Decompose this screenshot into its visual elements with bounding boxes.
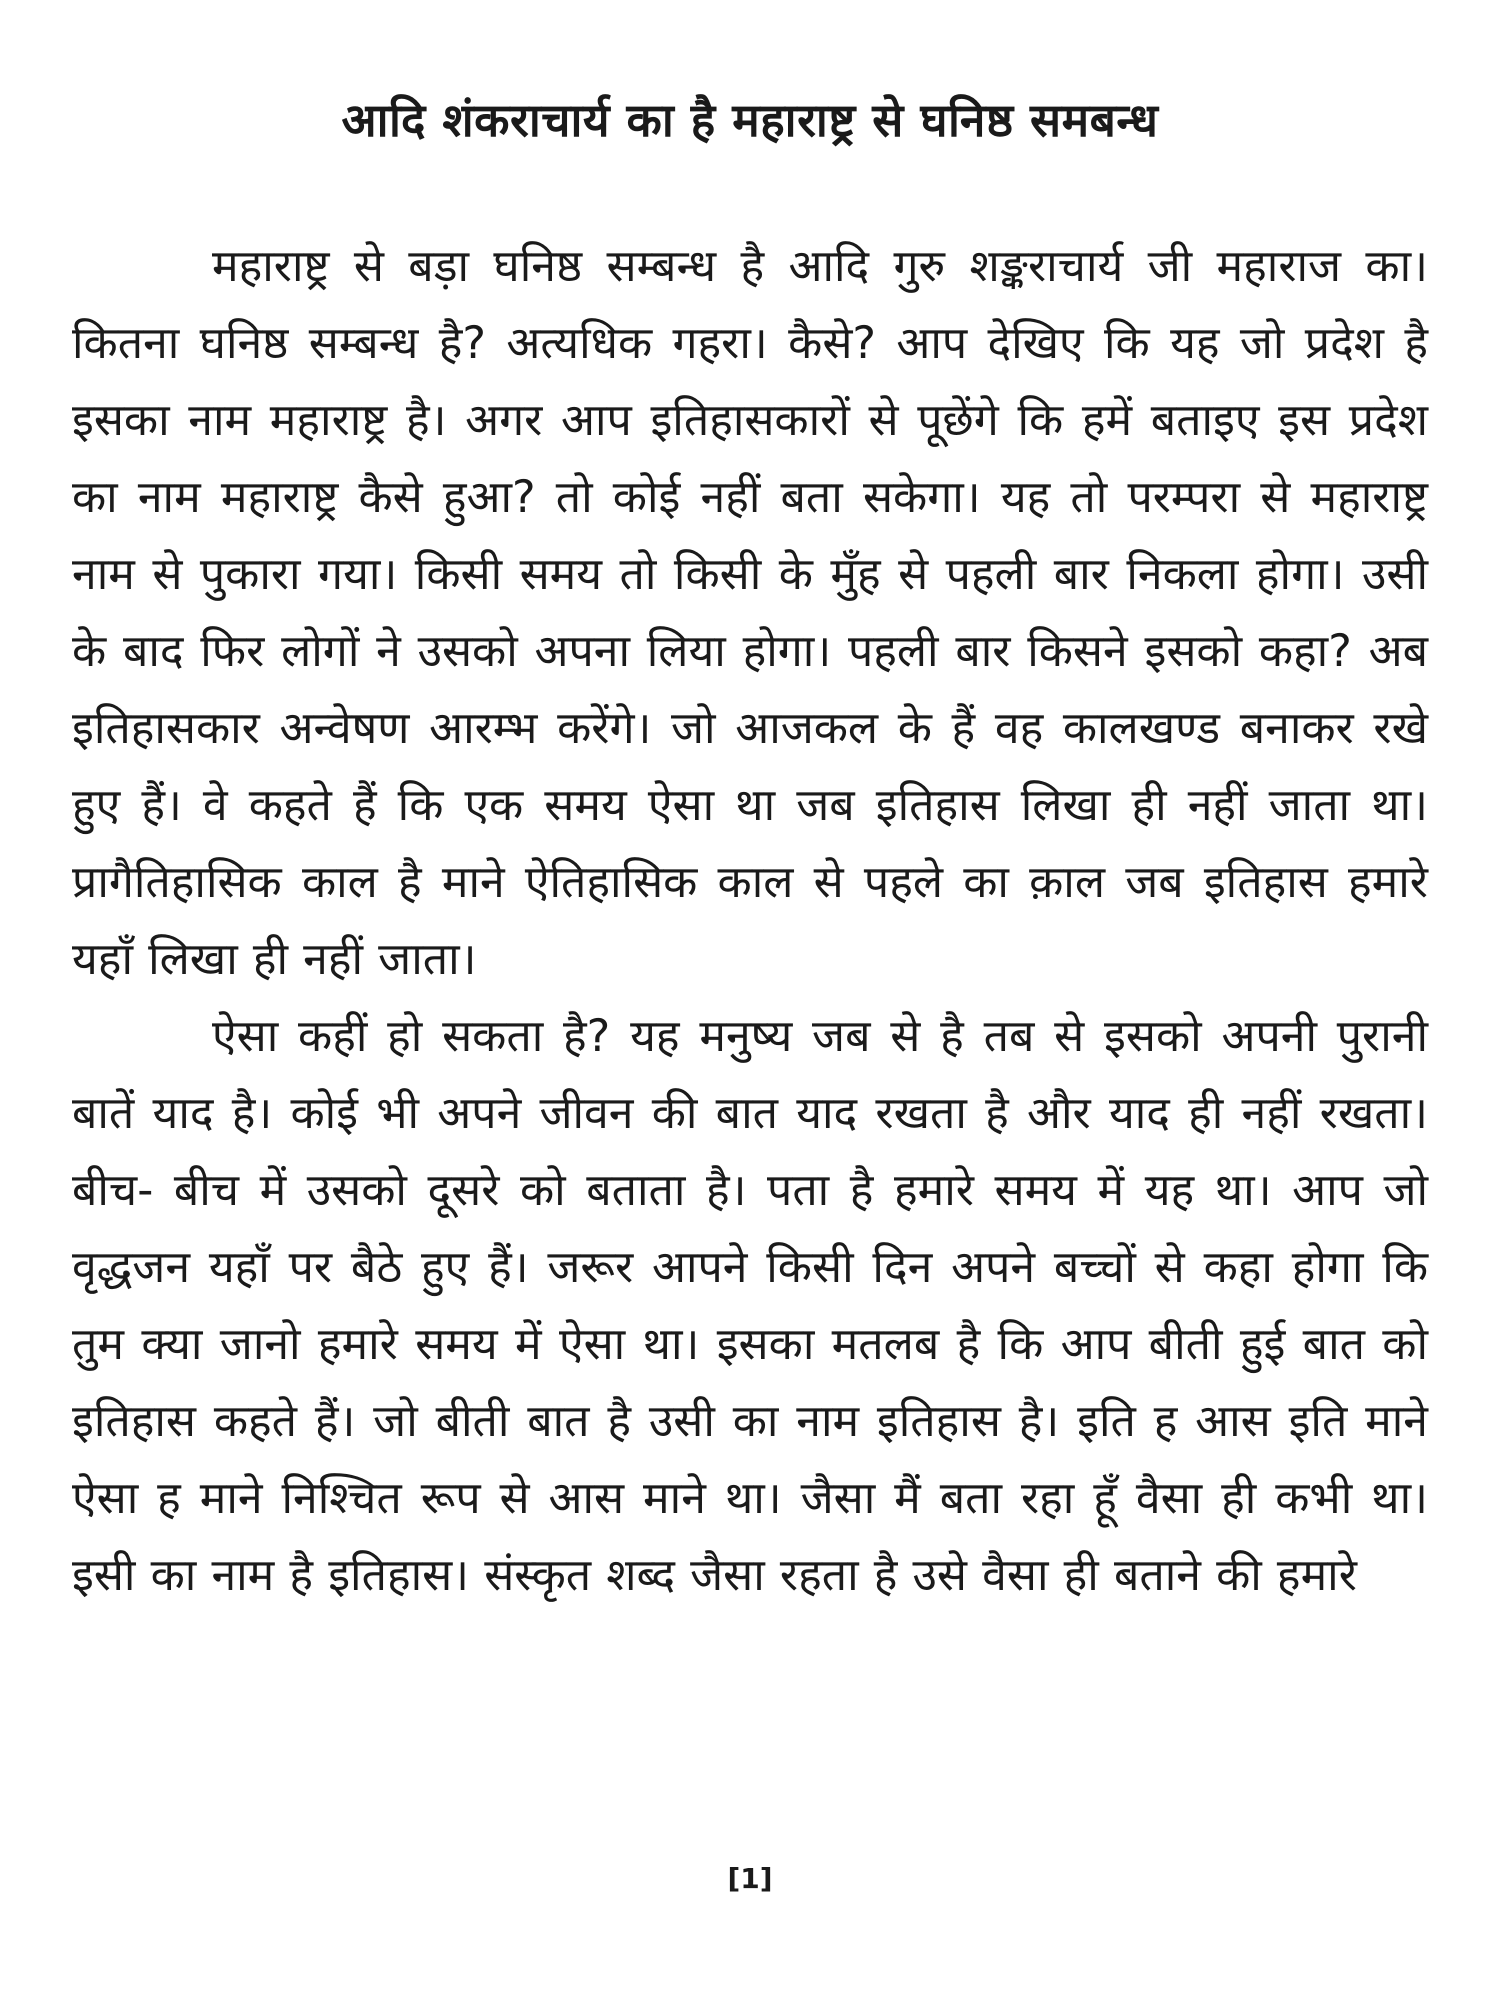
paragraph-1: महाराष्ट्र से बड़ा घनिष्ठ सम्बन्ध है आदि गुरु शङ्कराचार्य जी महाराज का। कितना घनिष्ठ सम्बन्ध है? अत्यधिक गहरा। कैसे? आप देखिए कि यह जो प्रदेश है इसका नाम महाराष्ट्र है। अगर आप इतिहासकारों से पूछेंगे कि हमें बताइए इस प्रदेश का नाम महाराष्ट्र कैसे हुआ? तो कोई नहीं बता सकेगा। यह तो परम्परा से महाराष्ट्र नाम से पुकारा गया। किसी समय तो किसी के मुँह से पहली बार निकला होगा। उसी के बाद फिर लोगों ने उसको अपना लिया होगा। पहली बार किसने इसको कहा? अब इतिहासकार अन्वेषण आरम्भ करेंगे। जो आजकल के हैं वह कालखण्ड बनाकर रखे हुए हैं। वे कहते हैं कि एक समय ऐसा था जब इतिहास लिखा ही नहीं जाता था। प्रागैतिहासिक काल है माने ऐतिहासिक काल से पहले का क़ाल जब इतिहास हमारे यहाँ लिखा ही नहीं जाता।: [72, 241, 1428, 985]
page-title: आदि शंकराचार्य का है महाराष्ट्र से घनिष्ठ समबन्ध: [341, 93, 1159, 147]
page-number: [1]: [727, 1862, 773, 1895]
document-body: [72, 228, 1428, 1614]
paragraph-2: ऐसा कहीं हो सकता है? यह मनुष्य जब से है तब से इसको अपनी पुरानी बातें याद है। कोई भी अपने जीवन की बात याद रखता है और याद ही नहीं रखता। बीच- बीच में उसको दूसरे को बताता है। पता है हमारे समय में यह था। आप जो वृद्धजन यहाँ पर बैठे हुए हैं। जरूर आपने किसी दिन अपने बच्चों से कहा होगा कि तुम क्या जानो हमारे समय में ऐसा था। इसका मतलब है कि आप बीती हुई बात को इतिहास कहते हैं। जो बीती बात है उसी का नाम इतिहास है। इति ह आस इति माने ऐसा ह माने निश्चित रूप से आस माने था। जैसा मैं बता रहा हूँ वैसा ही कभी था। इसी का नाम है इतिहास। संस्कृत शब्द जैसा रहता है उसे वैसा ही बताने की हमारे: [72, 1011, 1428, 1601]
